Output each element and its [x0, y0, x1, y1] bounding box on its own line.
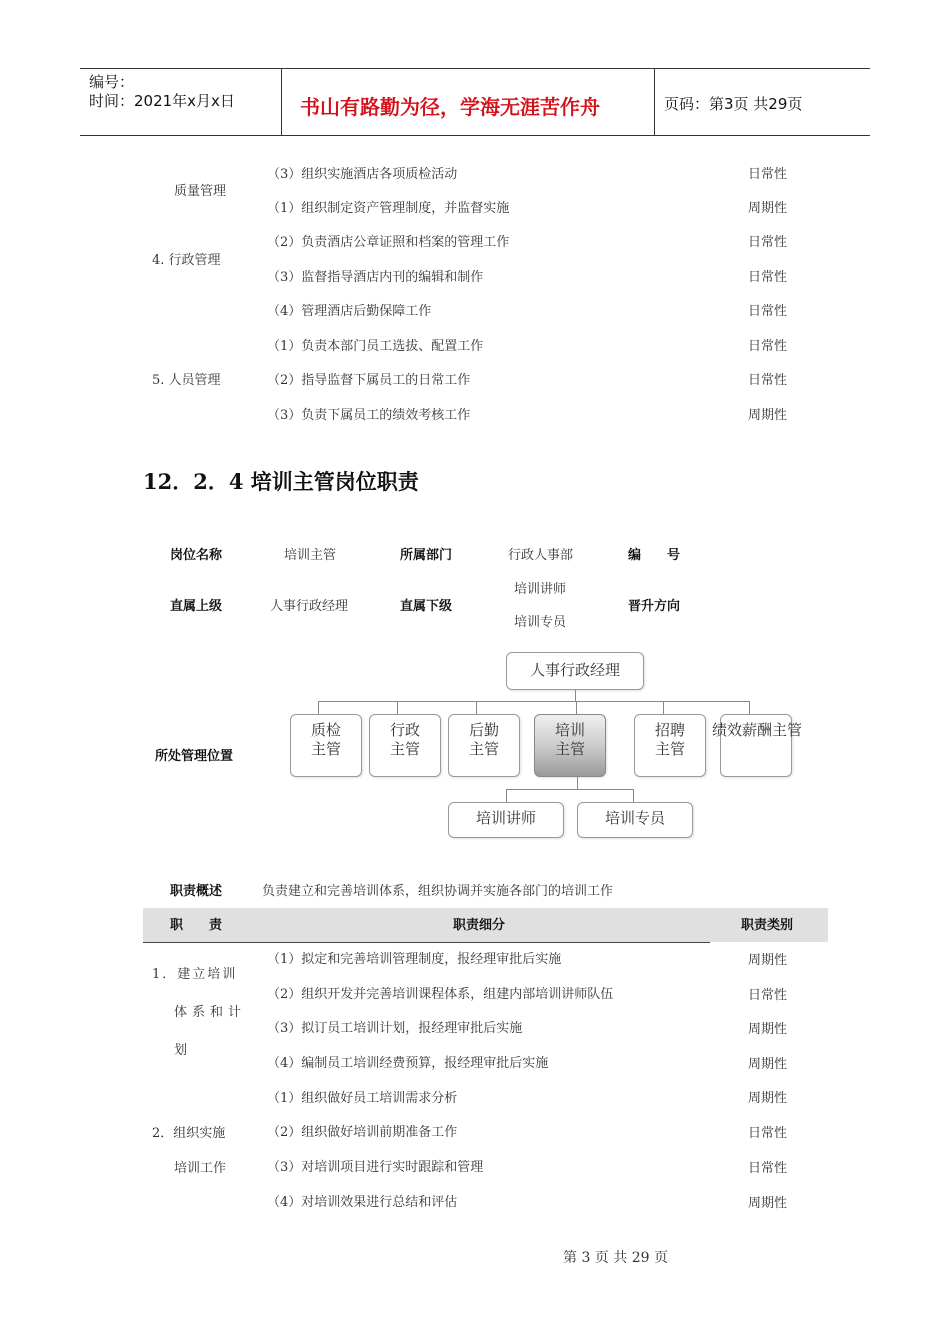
org-node-peer [448, 714, 520, 777]
table-row-detail: （4）对培训效果进行总结和评估 [267, 1195, 458, 1210]
org-node-label: 行政 [389, 721, 420, 739]
connector-line [318, 701, 319, 714]
subordinate-value: 培训讲师 [514, 582, 567, 597]
subordinate-value: 培训专员 [514, 615, 567, 630]
table-row-detail: （4）编制员工培训经费预算，报经理审批后实施 [267, 1056, 549, 1071]
table-row-detail: （1）拟定和完善培训管理制度，报经理审批后实施 [267, 952, 562, 967]
org-node-label: 主管 [468, 740, 499, 758]
org-node-label: 后勤 [468, 721, 499, 739]
table-row-type: 日常性 [748, 270, 788, 285]
connector-line [506, 789, 633, 790]
doc-time-label: 时间：2021年x月x日 [89, 92, 235, 110]
category-label: 5. 人员管理 [152, 373, 221, 388]
section-title: 12．2．4 培训主管岗位职责 [143, 469, 419, 494]
table-row-detail: （3）负责下属员工的绩效考核工作 [267, 408, 471, 423]
category-label: 质量管理 [174, 184, 227, 199]
category-label: 划 [174, 1043, 188, 1058]
table-row-type: 周期性 [748, 1057, 788, 1072]
table-row-type: 周期性 [748, 1196, 788, 1211]
table-row-type: 日常性 [748, 304, 788, 319]
org-node-label: 主管 [310, 740, 341, 758]
table-row-type: 日常性 [748, 1161, 788, 1176]
table-row-detail: （3）组织实施酒店各项质检活动 [267, 167, 458, 182]
org-node-label: 主管 [654, 740, 685, 758]
connector-line [663, 701, 664, 714]
table-row-detail: （3）监督指导酒店内刊的编辑和制作 [267, 270, 484, 285]
table-row-type: 日常性 [748, 339, 788, 354]
table-row-detail: （2）负责酒店公章证照和档案的管理工作 [267, 235, 510, 250]
org-node-peer [290, 714, 362, 777]
table-row-type: 日常性 [748, 988, 788, 1003]
table-row-type: 周期性 [748, 408, 788, 423]
header-bottom-rule [80, 135, 870, 136]
table-row-type: 周期性 [748, 1091, 788, 1106]
summary-label: 职责概述 [170, 884, 223, 899]
table-row-detail: （1）组织制定资产管理制度，并监督实施 [267, 201, 510, 216]
category-label: 培训工作 [174, 1161, 227, 1176]
table-row-type: 日常性 [748, 167, 788, 182]
category-label: 体系和计 [174, 1005, 247, 1020]
category-label: 4. 行政管理 [152, 253, 221, 268]
post-name-value: 培训主管 [284, 548, 337, 563]
table-row-detail: （1）组织做好员工培训需求分析 [267, 1091, 458, 1106]
doc-number-label: 编号： [89, 73, 135, 91]
table-row-type: 周期性 [748, 953, 788, 968]
post-name-label: 岗位名称 [170, 548, 223, 563]
dept-label: 所属部门 [400, 548, 453, 563]
connector-line [576, 701, 577, 714]
org-node-label: 质检 [310, 721, 341, 739]
superior-label: 直属上级 [170, 599, 223, 614]
table-row-detail: （3）拟订员工培训计划，报经理审批后实施 [267, 1021, 523, 1036]
superior-value: 人事行政经理 [270, 599, 349, 614]
summary-text: 负责建立和完善培训体系，组织协调并实施各部门的培训工作 [262, 884, 614, 899]
header-motto: 书山有路勤为径，学海无涯苦作舟 [300, 95, 600, 119]
table-row-detail: （2）指导监督下属员工的日常工作 [267, 373, 471, 388]
header-page-info: 页码：第3页 共29页 [664, 95, 803, 113]
header-divider-1 [281, 68, 282, 136]
column-header-duty: 职 责 [170, 918, 223, 933]
org-node-label: 招聘 [654, 721, 685, 739]
org-node-top [506, 652, 644, 690]
org-node-sub [577, 802, 693, 838]
org-node-label: 培训讲师 [475, 809, 536, 827]
connector-line [397, 701, 398, 714]
table-row-detail: （2）组织开发并完善培训课程体系，组建内部培训讲师队伍 [267, 987, 614, 1002]
table-row-detail: （2）组织做好培训前期准备工作 [267, 1125, 458, 1140]
connector-line [749, 701, 750, 714]
table-row-detail: （3）对培训项目进行实时跟踪和管理 [267, 1160, 484, 1175]
org-node-label: 培训 [554, 721, 585, 739]
category-label: 2．组织实施 [152, 1126, 226, 1141]
category-label: 1．建立培训 [152, 967, 238, 982]
connector-line [318, 701, 750, 702]
header-top-rule [80, 68, 870, 69]
subordinate-label: 直属下级 [400, 599, 453, 614]
dept-value: 行政人事部 [508, 548, 574, 563]
table-row-detail: （4）管理酒店后勤保障工作 [267, 304, 432, 319]
org-node-peer [634, 714, 706, 777]
column-header-type: 职责类别 [741, 918, 794, 933]
column-header-detail: 职责细分 [453, 918, 506, 933]
table-row-type: 日常性 [748, 235, 788, 250]
connector-line [506, 789, 507, 802]
org-node-label: 培训专员 [604, 809, 665, 827]
connector-line [575, 690, 576, 701]
table-row-type: 周期性 [748, 1022, 788, 1037]
org-node-label: 人事行政经理 [529, 661, 620, 679]
connector-line [633, 789, 634, 802]
position-label: 所处管理位置 [155, 749, 234, 764]
table-row-type: 日常性 [748, 1126, 788, 1141]
code-label: 编 号 [628, 548, 681, 563]
org-node-peer [711, 714, 802, 777]
org-node-label: 绩效薪酬主管 [711, 721, 802, 739]
org-node-label: 主管 [554, 740, 585, 758]
promotion-label: 晋升方向 [628, 599, 681, 614]
org-node-current [534, 714, 606, 777]
org-node-label: 主管 [389, 740, 420, 758]
header-divider-2 [654, 68, 655, 136]
table-row-type: 周期性 [748, 201, 788, 216]
table-row-type: 日常性 [748, 373, 788, 388]
table-row-detail: （1）负责本部门员工选拔、配置工作 [267, 339, 484, 354]
org-node-sub [448, 802, 564, 838]
connector-line [476, 701, 477, 714]
table-header-rule [143, 942, 710, 943]
page-footer: 第 3 页 共 29 页 [563, 1250, 668, 1266]
connector-line [577, 777, 578, 789]
org-node-peer [369, 714, 441, 777]
